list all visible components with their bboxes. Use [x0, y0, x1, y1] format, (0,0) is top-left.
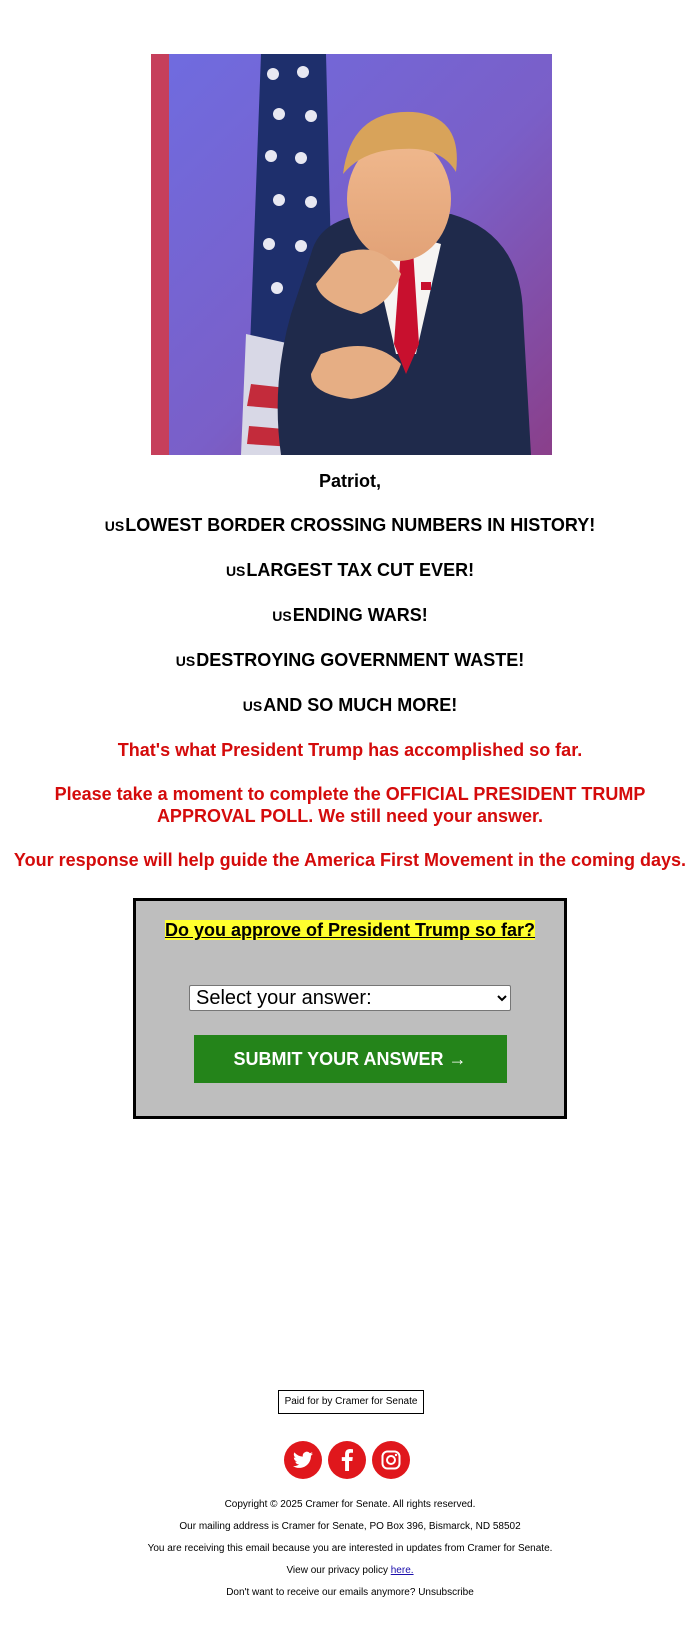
- bullet-wars: [0, 604, 700, 627]
- bullet-text: LOWEST BORDER CROSSING NUMBERS IN HISTORY!: [125, 515, 596, 535]
- approval-poll-box: [133, 898, 567, 1119]
- mailing-address: Our mailing address is Cramer for Senate, PO Box 396, Bismarck, ND 58502: [179, 1521, 521, 1532]
- message-body: [0, 470, 700, 893]
- us-flag-icon: US: [175, 653, 196, 669]
- us-flag-icon: US: [225, 563, 246, 579]
- submit-answer-button[interactable]: SUBMIT YOUR ANSWER →: [194, 1035, 507, 1083]
- receiving-reason: You are receiving this email because you are interested in updates from Cramer for Senate.: [147, 1543, 553, 1554]
- instagram-link[interactable]: [372, 1441, 410, 1479]
- bullet-text: ENDING WARS!: [292, 605, 428, 625]
- bullet-tax: [0, 559, 700, 582]
- twitter-icon: [293, 1451, 313, 1469]
- facebook-icon: [341, 1449, 353, 1471]
- bullet-border: [0, 514, 700, 537]
- twitter-link[interactable]: [284, 1441, 322, 1479]
- paid-for-disclaimer: Paid for by Cramer for Senate: [278, 1390, 424, 1414]
- footer: [0, 1494, 700, 1604]
- poll-question: [160, 918, 540, 943]
- facebook-link[interactable]: [328, 1441, 366, 1479]
- bullet-waste: [0, 649, 700, 672]
- privacy-policy: [0, 1560, 700, 1582]
- trump-flag-photo: [151, 54, 552, 455]
- bullet-text: LARGEST TAX CUT EVER!: [246, 560, 475, 580]
- accomplished-line: That's what President Trump has accomplished so far.: [117, 740, 583, 760]
- privacy-link[interactable]: here.: [390, 1565, 414, 1576]
- copyright: Copyright © 2025 Cramer for Senate. All rights reserved.: [224, 1499, 476, 1510]
- movement-line: Your response will help guide the America First Movement in the coming days.: [13, 850, 687, 870]
- poll-request-line: Please take a moment to complete the OFFICIAL PRESIDENT TRUMP APPROVAL POLL. We still need your answer.: [54, 784, 646, 826]
- us-flag-icon: US: [242, 698, 263, 714]
- instagram-icon: [381, 1450, 401, 1470]
- us-flag-icon: US: [104, 518, 125, 534]
- bullet-text: AND SO MUCH MORE!: [263, 695, 458, 715]
- greeting: Patriot,: [318, 471, 381, 491]
- bullet-more: [0, 694, 700, 717]
- unsubscribe-line[interactable]: Don't want to receive our emails anymore? Unsubscribe: [226, 1587, 474, 1598]
- us-flag-icon: US: [272, 608, 292, 624]
- answer-select[interactable]: [189, 985, 511, 1011]
- bullet-text: DESTROYING GOVERNMENT WASTE!: [196, 650, 525, 670]
- hero-image: [151, 54, 552, 455]
- poll-question-text: Do you approve of President Trump so far?: [164, 920, 536, 940]
- privacy-text: View our privacy policy: [286, 1565, 391, 1576]
